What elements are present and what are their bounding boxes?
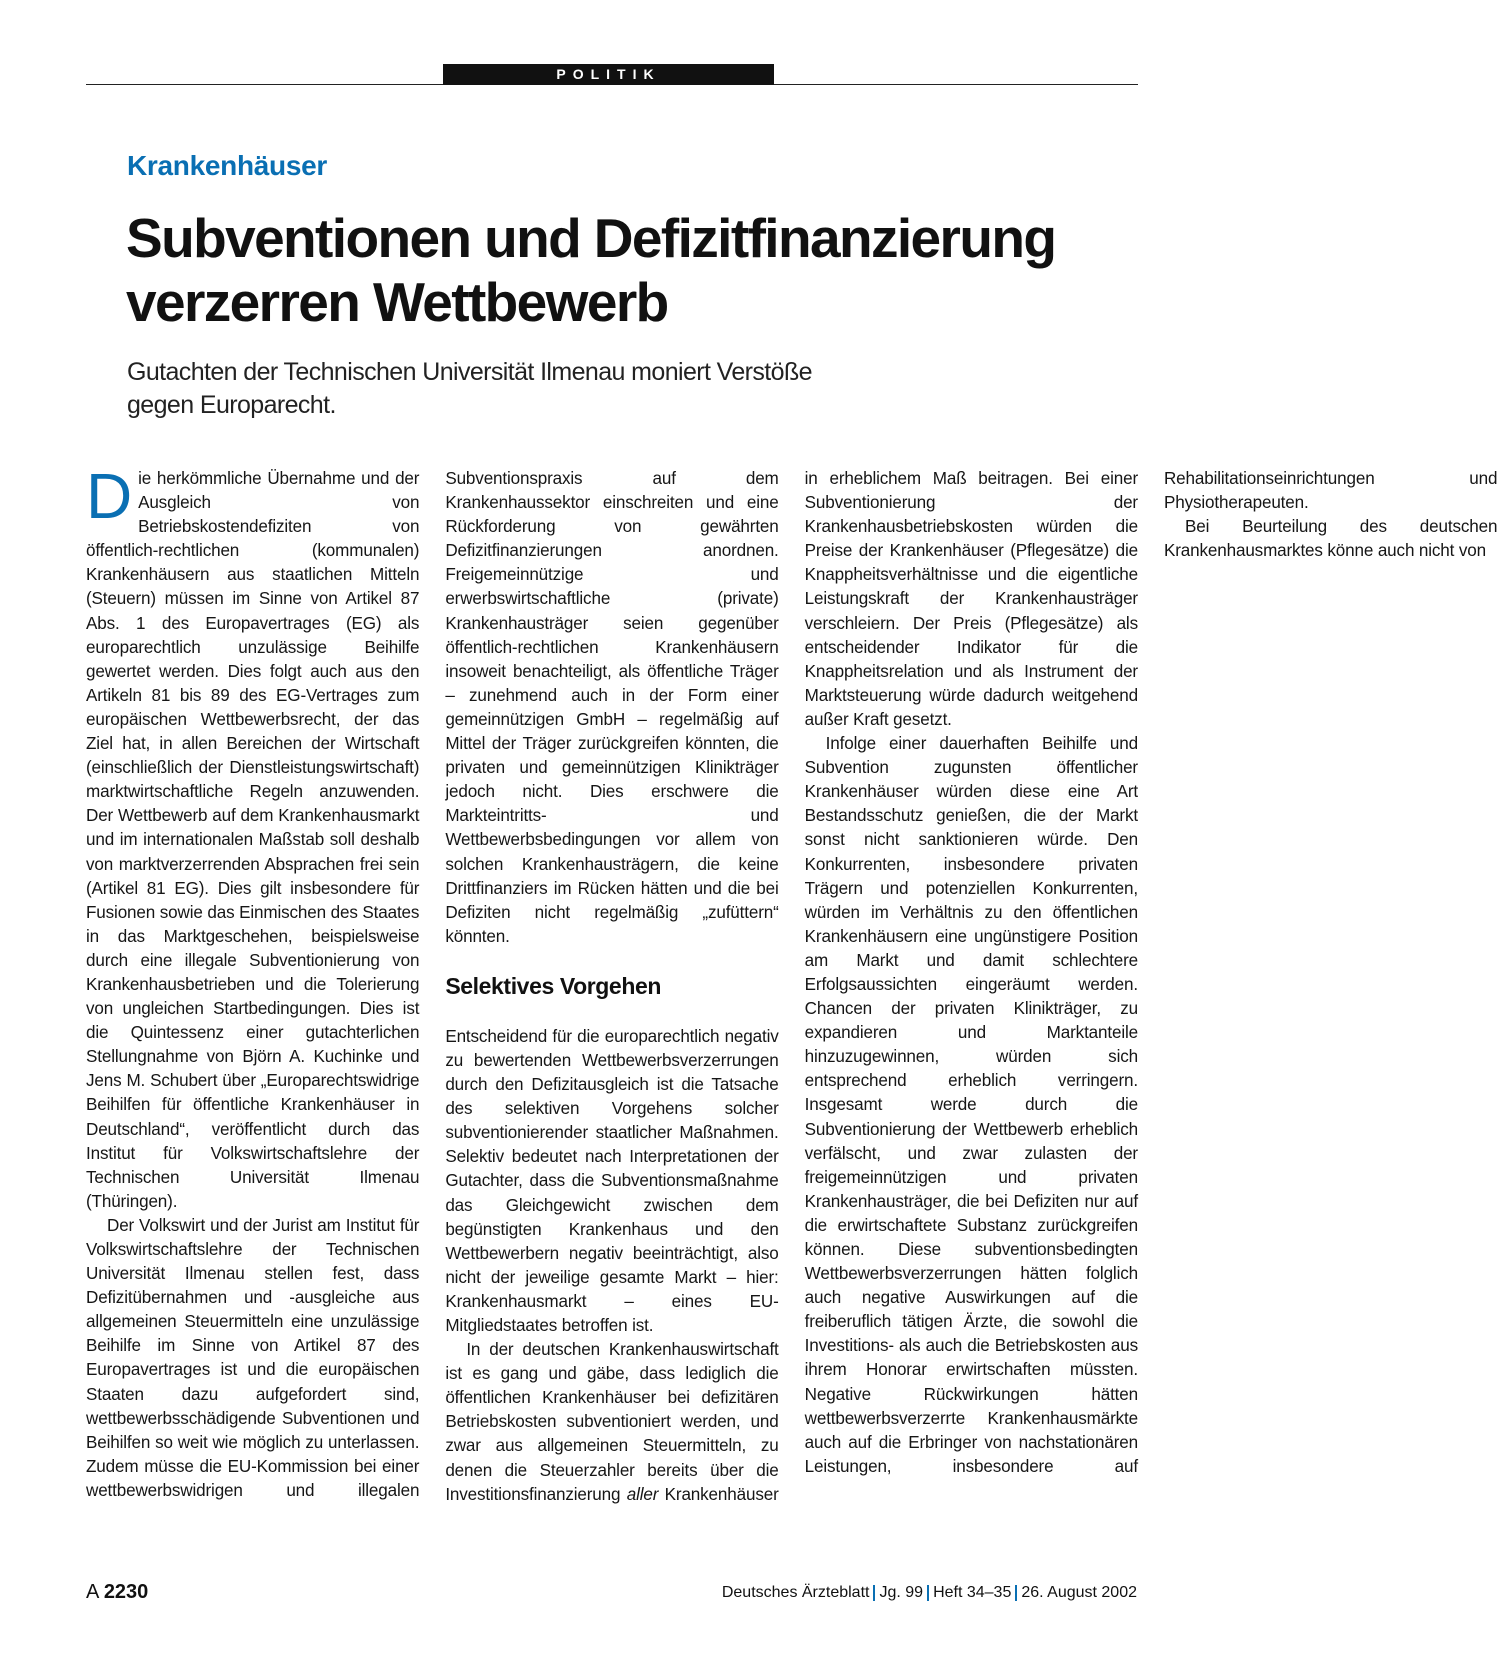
section-label: POLITIK xyxy=(443,64,774,85)
section-subheading: Selektives Vorgehen xyxy=(445,972,662,999)
journal-issue: Heft 34–35 xyxy=(933,1584,1012,1601)
journal-date: 26. August 2002 xyxy=(1021,1584,1137,1601)
paragraph-text: Krankenhäuser in erheblichem Maß beitragen. Bei einer Subventionierung der Krankenhausbetriebskosten würden die Preise der Krankenhäuser (Pflegesätze) die Knappheitsverhältnisse und die eigentliche Leistungskraft der Krankenhausträger verschleiern. Der Preis (Pflegesätze) als entscheidender Indikator für die Knappheitsrelation und als Instrument der Marktsteuerung würde dadurch weitgehend außer Kraft gesetzt. xyxy=(658,469,1138,1504)
footer-separator xyxy=(927,1585,929,1601)
drop-cap: D xyxy=(86,460,133,532)
article-headline: Subventionen und Defizitfinanzierung verzerren Wettbewerb xyxy=(126,207,1056,333)
page-number-value: 2230 xyxy=(103,1581,149,1603)
article-body xyxy=(86,460,1497,1522)
body-paragraph-6: Bei Beurteilung des deutschen Krankenhausmarktes könne auch nicht von xyxy=(1163,517,1497,561)
body-paragraph-2: Der Volkswirt und der Jurist am Institut für Volkswirtschaftslehre der Technischen Universität Ilmenau stellen fest, dass Defizitübernahmen und -ausgleiche aus allgemeinen Steuermitteln eine unzulässige Beihilfe im Sinne von Artikel 87 des Europavertrages ist und die europäischen Staaten dazu aufgefordert sind, wettbewerbsschädigende Subventionen und Beihilfen so weit wie möglich zu unterlassen. Zudem müsse die EU-Kommission bei einer wettbewerbswidrigen und illegalen Subventionspraxis auf dem Krankenhaussektor einschreiten und eine Rückforderung von gewährten Defizitfinanzierungen anordnen. Freigemeinnützige und erwerbswirtschaftliche (private) Krankenhausträger seien gegenüber öffentlich-rechtlichen Krankenhäusern insoweit benachteiligt, als öffentliche Träger – zunehmend auch in der Form einer gemeinnützigen GmbH – regelmäßig auf Mittel der Träger zurückgreifen könnten, die privaten und gemeinnützigen Klinikträger jedoch nicht. Dies erschwere die Markteintritts- und Wettbewerbsbedingungen vor allem von solchen Krankenhausträgern, die keine Drittfinanziers im Rücken hätten und die bei Defiziten nicht regelmäßig „zufüttern“ könnten. xyxy=(86,469,779,1500)
footer-separator xyxy=(873,1585,875,1601)
paragraph-text: ie herkömmliche Übernahme und der Ausgleich von Betriebskostendefiziten von öffentlich-rechtlichen (kommunalen) Krankenhäusern aus staatlichen Mitteln (Steuern) müssen im Sinne von Artikel 87 Abs. 1 des Europavertrages (EG) als europarechtlich unzulässige Beihilfe gewertet werden. Dies folgt auch aus den Artikeln 81 bis 89 des EG-Vertrages zum europäischen Wettbewerbsrecht, der das Ziel hat, in allen Bereichen der Wirtschaft (einschließlich der Dienstleistungswirtschaft) marktwirtschaftliche Regeln anzuwenden. Der Wettbewerb auf dem Krankenhausmarkt und im internationalen Maßstab soll deshalb von marktverzerrenden Absprachen frei sein (Artikel 81 EG). Dies gilt insbesondere für Fusionen sowie das Einmischen des Staates in das Marktgeschehen, beispielsweise durch eine illegale Subventionierung von Krankenhausbetrieben und die Tolerierung von ungleichen Startbedingungen. Dies ist die Quintessenz einer gutachterlichen Stellungnahme von Björn A. Kuchinke und Jens M. Schubert über „Europarechtswidrige Beihilfen für öffentliche Krankenhäuser in Deutschland“, veröffentlicht durch das Institut für Volkswirtschaftslehre der Technischen Universität Ilmenau (Thüringen). xyxy=(86,469,420,1211)
journal-name: Deutsches Ärzteblatt xyxy=(721,1584,870,1601)
article-subheadline: Gutachten der Technischen Universität Ilmenau moniert Verstöße gegen Europarecht. xyxy=(127,358,812,419)
body-paragraph-1 xyxy=(86,460,420,1214)
journal-footer xyxy=(722,1584,1137,1602)
page-prefix: A xyxy=(86,1581,99,1603)
paragraph-text: In der deutschen Krankenhauswirtschaft ist es gang und gäbe, dass lediglich die öffentlichen Krankenhäuser bei defizitären Betriebskosten subventioniert werden, und zwar aus allgemeinen Steuermitteln, zu denen die Steuerzahler bereits über die Investitionsfinanzierung xyxy=(445,1340,779,1504)
article-kicker: Krankenhäuser xyxy=(127,150,327,181)
page-number xyxy=(86,1581,148,1604)
emphasis-text: aller xyxy=(626,1484,659,1504)
journal-volume: Jg. 99 xyxy=(879,1584,924,1601)
body-paragraph-5: Infolge einer dauerhaften Beihilfe und Subvention zugunsten öffentlicher Krankenhäuser würden diese eine Art Bestandsschutz genießen, die der Markt sonst nicht sanktionieren würde. Den Konkurrenten, insbesondere privaten Trägern und potenziellen Konkurrenten, würden im Verhältnis zu den öffentlichen Krankenhäusern eine ungünstigere Position am Markt und damit schlechtere Erfolgsaussichten eingeräumt werden. Chancen der privaten Klinikträger, zu expandieren und Marktanteile hinzuzugewinnen, würden sich entsprechend erheblich verringern. Insgesamt werde durch die Subventionierung der Wettbewerb erheblich verfälscht, und zwar zulasten der freigemeinnützigen und privaten Krankenhausträger, die bei Defiziten nur auf die erwirtschaftete Substanz zurückgreifen können. Diese subventionsbedingten Wettbewerbsverzerrungen hätten folglich auch negative Auswirkungen auf die freiberuflich tätigen Ärzte, die sowohl die Investitions- als auch die Betriebskosten aus ihrem Honorar erwirtschaften müssten. Negative Rückwirkungen hätten wettbewerbsverzerrte Krankenhausmärkte auch auf die Erbringer von nachstationären Leistungen, insbesondere auf Rehabilitationseinrichtungen und Physiotherapeuten. xyxy=(804,469,1497,1476)
body-paragraph-3: Entscheidend für die europarechtlich negativ zu bewertenden Wettbewerbsverzerrungen durch den Defizitausgleich ist die Tatsache des selektiven Vorgehens solcher subventionierender staatlicher Maßnahmen. Selektiv bedeutet nach Interpretationen der Gutachter, dass die Subventionsmaßnahme das Gleichgewicht zwischen dem begünstigten Krankenhaus und den Wettbewerbern negativ beeinträchtigt, also nicht der jeweilige gesamte Markt – hier: Krankenhausmarkt – eines EU-Mitgliedstaates betroffen ist. xyxy=(445,1026,779,1335)
footer-separator xyxy=(1015,1585,1017,1601)
